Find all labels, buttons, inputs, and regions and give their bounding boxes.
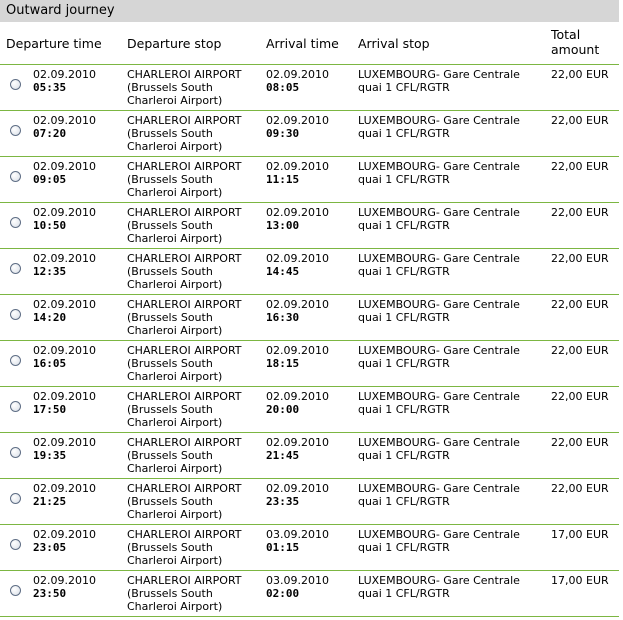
total-amount: 22,00 EUR <box>551 436 609 449</box>
departure-date: 02.09.2010 <box>33 68 96 81</box>
arrival-date: 02.09.2010 <box>266 298 329 311</box>
arrival-stop: LUXEMBOURG- Gare Centrale quai 1 CFL/RGTR <box>358 482 520 508</box>
journey-row[interactable] <box>0 294 619 340</box>
total-amount: 22,00 EUR <box>551 160 609 173</box>
departure-time: 19:35 <box>33 449 67 462</box>
journey-row[interactable] <box>0 64 619 110</box>
journey-row[interactable] <box>0 386 619 432</box>
departure-stop: CHARLEROI AIRPORT (Brussels South Charleroi Airport) <box>127 390 242 429</box>
arrival-time: 16:30 <box>266 311 300 324</box>
arrival-stop: LUXEMBOURG- Gare Centrale quai 1 CFL/RGTR <box>358 206 520 232</box>
select-journey-radio[interactable] <box>10 171 21 182</box>
select-journey-radio[interactable] <box>10 355 21 366</box>
section-header <box>0 0 619 22</box>
departure-stop: CHARLEROI AIRPORT (Brussels South Charleroi Airport) <box>127 114 242 153</box>
arrival-time: 13:00 <box>266 219 300 232</box>
arrival-stop: LUXEMBOURG- Gare Centrale quai 1 CFL/RGTR <box>358 436 520 462</box>
section-title: Outward journey <box>6 3 115 18</box>
journey-row[interactable] <box>0 570 619 616</box>
departure-date: 02.09.2010 <box>33 528 96 541</box>
departure-time: 17:50 <box>33 403 67 416</box>
arrival-time: 23:35 <box>266 495 300 508</box>
arrival-stop: LUXEMBOURG- Gare Centrale quai 1 CFL/RGTR <box>358 574 520 600</box>
departure-time: 23:50 <box>33 587 67 600</box>
arrival-time: 21:45 <box>266 449 300 462</box>
arrival-time: 09:30 <box>266 127 300 140</box>
journey-row[interactable] <box>0 156 619 202</box>
arrival-time: 14:45 <box>266 265 300 278</box>
column-headers <box>0 24 619 64</box>
arrival-time: 18:15 <box>266 357 300 370</box>
select-journey-radio[interactable] <box>10 263 21 274</box>
arrival-date: 03.09.2010 <box>266 528 329 541</box>
select-journey-radio[interactable] <box>10 309 21 320</box>
header-total-amount: Total amount <box>551 27 600 57</box>
total-amount: 17,00 EUR <box>551 528 609 541</box>
departure-time: 16:05 <box>33 357 67 370</box>
departure-time: 09:05 <box>33 173 67 186</box>
total-amount: 22,00 EUR <box>551 344 609 357</box>
arrival-date: 02.09.2010 <box>266 160 329 173</box>
departure-time: 05:35 <box>33 81 67 94</box>
arrival-stop: LUXEMBOURG- Gare Centrale quai 1 CFL/RGTR <box>358 68 520 94</box>
total-amount: 22,00 EUR <box>551 114 609 127</box>
select-journey-radio[interactable] <box>10 493 21 504</box>
arrival-date: 02.09.2010 <box>266 436 329 449</box>
select-journey-radio[interactable] <box>10 447 21 458</box>
total-amount: 22,00 EUR <box>551 390 609 403</box>
arrival-stop: LUXEMBOURG- Gare Centrale quai 1 CFL/RGTR <box>358 298 520 324</box>
departure-time: 07:20 <box>33 127 67 140</box>
departure-date: 02.09.2010 <box>33 390 96 403</box>
departure-date: 02.09.2010 <box>33 574 96 587</box>
journey-row[interactable] <box>0 110 619 156</box>
arrival-stop: LUXEMBOURG- Gare Centrale quai 1 CFL/RGTR <box>358 160 520 186</box>
arrival-date: 02.09.2010 <box>266 344 329 357</box>
bottom-divider <box>0 616 619 617</box>
departure-date: 02.09.2010 <box>33 298 96 311</box>
departure-stop: CHARLEROI AIRPORT (Brussels South Charleroi Airport) <box>127 252 242 291</box>
total-amount: 22,00 EUR <box>551 482 609 495</box>
arrival-date: 02.09.2010 <box>266 206 329 219</box>
departure-date: 02.09.2010 <box>33 160 96 173</box>
header-arrival-time: Arrival time <box>266 36 339 51</box>
departure-stop: CHARLEROI AIRPORT (Brussels South Charleroi Airport) <box>127 206 242 245</box>
departure-date: 02.09.2010 <box>33 344 96 357</box>
arrival-stop: LUXEMBOURG- Gare Centrale quai 1 CFL/RGTR <box>358 252 520 278</box>
departure-time: 21:25 <box>33 495 67 508</box>
departure-time: 23:05 <box>33 541 67 554</box>
select-journey-radio[interactable] <box>10 539 21 550</box>
departure-time: 10:50 <box>33 219 67 232</box>
journey-row[interactable] <box>0 202 619 248</box>
select-journey-radio[interactable] <box>10 217 21 228</box>
select-journey-radio[interactable] <box>10 79 21 90</box>
arrival-time: 02:00 <box>266 587 300 600</box>
header-arrival-stop: Arrival stop <box>358 36 430 51</box>
arrival-date: 02.09.2010 <box>266 482 329 495</box>
journey-row[interactable] <box>0 432 619 478</box>
header-departure-time: Departure time <box>6 36 102 51</box>
arrival-time: 01:15 <box>266 541 300 554</box>
departure-date: 02.09.2010 <box>33 252 96 265</box>
journey-row[interactable] <box>0 340 619 386</box>
departure-date: 02.09.2010 <box>33 206 96 219</box>
departure-date: 02.09.2010 <box>33 114 96 127</box>
journey-row[interactable] <box>0 248 619 294</box>
arrival-stop: LUXEMBOURG- Gare Centrale quai 1 CFL/RGTR <box>358 114 520 140</box>
select-journey-radio[interactable] <box>10 585 21 596</box>
departure-date: 02.09.2010 <box>33 436 96 449</box>
departure-stop: CHARLEROI AIRPORT (Brussels South Charleroi Airport) <box>127 160 242 199</box>
arrival-date: 02.09.2010 <box>266 68 329 81</box>
header-departure-stop: Departure stop <box>127 36 222 51</box>
select-journey-radio[interactable] <box>10 125 21 136</box>
total-amount: 22,00 EUR <box>551 252 609 265</box>
journey-row[interactable] <box>0 478 619 524</box>
departure-stop: CHARLEROI AIRPORT (Brussels South Charleroi Airport) <box>127 528 242 567</box>
arrival-stop: LUXEMBOURG- Gare Centrale quai 1 CFL/RGTR <box>358 528 520 554</box>
arrival-stop: LUXEMBOURG- Gare Centrale quai 1 CFL/RGTR <box>358 390 520 416</box>
departure-time: 12:35 <box>33 265 67 278</box>
select-journey-radio[interactable] <box>10 401 21 412</box>
arrival-date: 03.09.2010 <box>266 574 329 587</box>
total-amount: 22,00 EUR <box>551 206 609 219</box>
departure-stop: CHARLEROI AIRPORT (Brussels South Charleroi Airport) <box>127 574 242 613</box>
journey-row[interactable] <box>0 524 619 570</box>
arrival-date: 02.09.2010 <box>266 390 329 403</box>
arrival-time: 08:05 <box>266 81 300 94</box>
arrival-time: 20:00 <box>266 403 300 416</box>
departure-stop: CHARLEROI AIRPORT (Brussels South Charleroi Airport) <box>127 482 242 521</box>
departure-stop: CHARLEROI AIRPORT (Brussels South Charleroi Airport) <box>127 344 242 383</box>
departure-date: 02.09.2010 <box>33 482 96 495</box>
arrival-stop: LUXEMBOURG- Gare Centrale quai 1 CFL/RGTR <box>358 344 520 370</box>
departure-stop: CHARLEROI AIRPORT (Brussels South Charleroi Airport) <box>127 436 242 475</box>
total-amount: 17,00 EUR <box>551 574 609 587</box>
departure-stop: CHARLEROI AIRPORT (Brussels South Charleroi Airport) <box>127 68 242 107</box>
total-amount: 22,00 EUR <box>551 68 609 81</box>
departure-time: 14:20 <box>33 311 67 324</box>
total-amount: 22,00 EUR <box>551 298 609 311</box>
arrival-date: 02.09.2010 <box>266 114 329 127</box>
arrival-time: 11:15 <box>266 173 300 186</box>
arrival-date: 02.09.2010 <box>266 252 329 265</box>
departure-stop: CHARLEROI AIRPORT (Brussels South Charleroi Airport) <box>127 298 242 337</box>
